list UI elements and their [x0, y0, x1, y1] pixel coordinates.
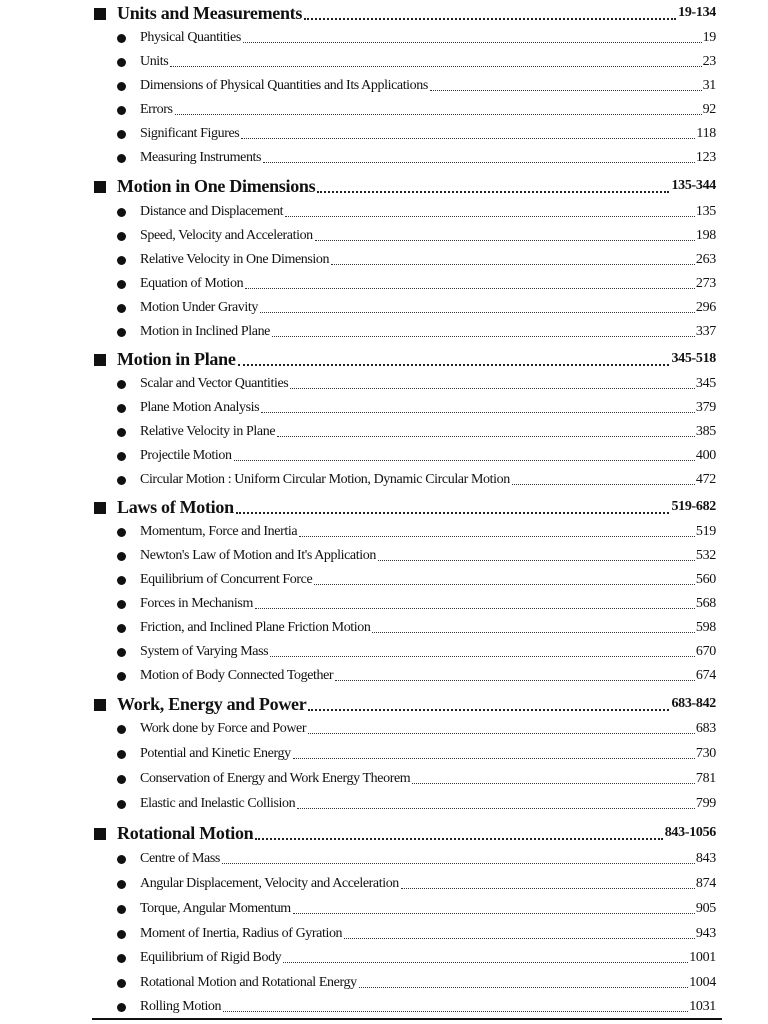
topic-entry [117, 546, 716, 566]
round-bullet-icon [117, 380, 126, 389]
dot-leader [335, 680, 695, 681]
topic-title: Units [140, 54, 169, 69]
round-bullet-icon [117, 82, 126, 91]
dot-leader [272, 336, 695, 337]
chapter-page-range: 519-682 [671, 499, 716, 514]
dot-leader [314, 584, 695, 585]
square-bullet-icon [94, 181, 106, 193]
round-bullet-icon [117, 880, 126, 889]
topic-entry [117, 226, 716, 246]
dot-leader [241, 138, 695, 139]
topic-page: 400 [695, 448, 716, 463]
round-bullet-icon [117, 404, 126, 413]
topic-title: Conservation of Energy and Work Energy Theorem [140, 771, 411, 786]
topic-title: Physical Quantities [140, 30, 241, 45]
topic-entry [117, 298, 716, 318]
topic-entry [117, 322, 716, 342]
topic-title: Angular Displacement, Velocity and Acceleration [140, 876, 399, 891]
topic-page: 296 [695, 300, 716, 315]
topic-page: 118 [696, 126, 716, 141]
dot-leader [236, 512, 670, 514]
dot-leader [512, 484, 695, 485]
dot-leader [308, 709, 669, 711]
topic-entry [117, 719, 716, 739]
round-bullet-icon [117, 34, 126, 43]
topic-title: Equation of Motion [140, 276, 244, 291]
chapter-page-range: 345-518 [671, 351, 716, 366]
topic-entry [117, 446, 716, 466]
dot-leader [243, 42, 702, 43]
round-bullet-icon [117, 256, 126, 265]
topic-entry [117, 374, 716, 394]
chapter-heading [94, 496, 716, 518]
dot-leader [430, 90, 702, 91]
topic-page: 560 [695, 572, 716, 587]
topic-page: 674 [695, 668, 716, 683]
square-bullet-icon [94, 502, 106, 514]
topic-entry [117, 274, 716, 294]
topic-title: Friction, and Inclined Plane Friction Motion [140, 620, 371, 635]
round-bullet-icon [117, 979, 126, 988]
dot-leader [222, 863, 695, 864]
round-bullet-icon [117, 624, 126, 633]
topic-page: 379 [695, 400, 716, 415]
square-bullet-icon [94, 354, 106, 366]
topic-title: Potential and Kinetic Energy [140, 746, 291, 761]
chapter-heading [94, 348, 716, 370]
topic-entry [117, 76, 716, 96]
chapter-heading [94, 822, 716, 844]
topic-page: 31 [702, 78, 716, 93]
chapter-heading [94, 693, 716, 715]
chapter-title: Laws of Motion [117, 497, 234, 517]
topic-page: 123 [695, 150, 716, 165]
topic-page: 843 [695, 851, 716, 866]
topic-page: 874 [695, 876, 716, 891]
topic-title: Work done by Force and Power [140, 721, 307, 736]
chapter-heading [94, 175, 716, 197]
round-bullet-icon [117, 600, 126, 609]
dot-leader [304, 18, 676, 20]
topic-page: 730 [695, 746, 716, 761]
topic-title: Errors [140, 102, 173, 117]
round-bullet-icon [117, 725, 126, 734]
topic-entry [117, 744, 716, 764]
topic-title: Rolling Motion [140, 999, 222, 1014]
topic-title: Projectile Motion [140, 448, 232, 463]
topic-page: 905 [695, 901, 716, 916]
topic-entry [117, 948, 716, 968]
dot-leader [315, 240, 695, 241]
topic-title: Equilibrium of Concurrent Force [140, 572, 313, 587]
topic-page: 683 [695, 721, 716, 736]
topic-page: 1031 [689, 999, 716, 1014]
topic-title: Rotational Motion and Rotational Energy [140, 975, 357, 990]
topic-entry [117, 398, 716, 418]
dot-leader [245, 288, 695, 289]
round-bullet-icon [117, 800, 126, 809]
chapter-title: Rotational Motion [117, 823, 254, 843]
topic-title: Centre of Mass [140, 851, 220, 866]
dot-leader [223, 1011, 688, 1012]
topic-entry [117, 666, 716, 686]
round-bullet-icon [117, 130, 126, 139]
topic-page: 519 [695, 524, 716, 539]
topic-title: Motion in Inclined Plane [140, 324, 270, 339]
topic-title: Moment of Inertia, Radius of Gyration [140, 926, 343, 941]
dot-leader [372, 632, 694, 633]
round-bullet-icon [117, 855, 126, 864]
topic-title: Relative Velocity in Plane [140, 424, 276, 439]
round-bullet-icon [117, 954, 126, 963]
round-bullet-icon [117, 552, 126, 561]
topic-page: 92 [702, 102, 716, 117]
topic-entry [117, 874, 716, 894]
topic-entry [117, 618, 716, 638]
bottom-rule-divider [92, 1018, 722, 1020]
chapter-title: Motion in One Dimensions [117, 176, 316, 196]
dot-leader [378, 560, 695, 561]
dot-leader [308, 733, 695, 734]
topic-page: 1001 [689, 950, 716, 965]
topic-page: 135 [695, 204, 716, 219]
topic-page: 472 [695, 472, 716, 487]
topic-title: Plane Motion Analysis [140, 400, 260, 415]
round-bullet-icon [117, 905, 126, 914]
topic-page: 345 [695, 376, 716, 391]
dot-leader [285, 216, 695, 217]
dot-leader [234, 460, 695, 461]
dot-leader [283, 962, 688, 963]
round-bullet-icon [117, 775, 126, 784]
topic-entry [117, 422, 716, 442]
topic-title: Relative Velocity in One Dimension [140, 252, 330, 267]
dot-leader [401, 888, 695, 889]
topic-title: Newton's Law of Motion and It's Application [140, 548, 376, 563]
topic-page: 19 [702, 30, 716, 45]
round-bullet-icon [117, 106, 126, 115]
round-bullet-icon [117, 648, 126, 657]
round-bullet-icon [117, 930, 126, 939]
topic-title: Motion Under Gravity [140, 300, 258, 315]
dot-leader [260, 312, 695, 313]
dot-leader [175, 114, 702, 115]
dot-leader [238, 364, 670, 366]
round-bullet-icon [117, 672, 126, 681]
round-bullet-icon [117, 154, 126, 163]
chapter-title: Units and Measurements [117, 3, 303, 23]
dot-leader [170, 66, 701, 67]
topic-page: 198 [695, 228, 716, 243]
topic-title: Dimensions of Physical Quantities and Its Applications [140, 78, 428, 93]
dot-leader [255, 838, 662, 840]
topic-entry [117, 250, 716, 270]
topic-page: 273 [695, 276, 716, 291]
round-bullet-icon [117, 528, 126, 537]
dot-leader [317, 191, 669, 193]
topic-title: Elastic and Inelastic Collision [140, 796, 296, 811]
chapter-page-range: 135-344 [671, 178, 716, 193]
topic-entry [117, 769, 716, 789]
round-bullet-icon [117, 280, 126, 289]
chapter-heading [94, 2, 716, 24]
topic-entry [117, 124, 716, 144]
topic-entry [117, 470, 716, 490]
topic-entry [117, 202, 716, 222]
dot-leader [331, 264, 695, 265]
topic-title: System of Varying Mass [140, 644, 269, 659]
square-bullet-icon [94, 699, 106, 711]
topic-entry [117, 794, 716, 814]
round-bullet-icon [117, 750, 126, 759]
topic-title: Torque, Angular Momentum [140, 901, 291, 916]
topic-entry [117, 997, 716, 1017]
topic-title: Significant Figures [140, 126, 240, 141]
round-bullet-icon [117, 428, 126, 437]
topic-page: 263 [695, 252, 716, 267]
topic-title: Speed, Velocity and Acceleration [140, 228, 313, 243]
chapter-page-range: 19-134 [678, 5, 716, 20]
dot-leader [277, 436, 695, 437]
dot-leader [359, 987, 689, 988]
dot-leader [270, 656, 695, 657]
topic-title: Motion of Body Connected Together [140, 668, 334, 683]
topic-entry [117, 973, 716, 993]
round-bullet-icon [117, 576, 126, 585]
chapter-page-range: 683-842 [671, 696, 716, 711]
round-bullet-icon [117, 328, 126, 337]
dot-leader [297, 808, 695, 809]
topic-page: 337 [695, 324, 716, 339]
chapter-title: Work, Energy and Power [117, 694, 307, 714]
topic-entry [117, 28, 716, 48]
topic-page: 943 [695, 926, 716, 941]
topic-page: 23 [702, 54, 716, 69]
topic-entry [117, 52, 716, 72]
round-bullet-icon [117, 476, 126, 485]
topic-page: 385 [695, 424, 716, 439]
topic-entry [117, 100, 716, 120]
dot-leader [263, 162, 695, 163]
dot-leader [293, 758, 695, 759]
topic-entry [117, 522, 716, 542]
topic-page: 532 [695, 548, 716, 563]
topic-entry [117, 594, 716, 614]
round-bullet-icon [117, 1003, 126, 1012]
square-bullet-icon [94, 828, 106, 840]
dot-leader [412, 783, 695, 784]
topic-title: Circular Motion : Uniform Circular Motion, Dynamic Circular Motion [140, 472, 510, 487]
dot-leader [290, 388, 695, 389]
topic-entry [117, 570, 716, 590]
square-bullet-icon [94, 8, 106, 20]
topic-entry [117, 148, 716, 168]
topic-title: Equilibrium of Rigid Body [140, 950, 282, 965]
topic-title: Scalar and Vector Quantities [140, 376, 289, 391]
dot-leader [255, 608, 695, 609]
topic-entry [117, 899, 716, 919]
topic-entry [117, 924, 716, 944]
round-bullet-icon [117, 304, 126, 313]
topic-entry [117, 849, 716, 869]
topic-title: Measuring Instruments [140, 150, 262, 165]
topic-page: 568 [695, 596, 716, 611]
dot-leader [299, 536, 695, 537]
topic-title: Forces in Mechanism [140, 596, 253, 611]
topic-page: 598 [695, 620, 716, 635]
chapter-page-range: 843-1056 [664, 825, 716, 840]
dot-leader [344, 938, 695, 939]
topic-page: 670 [695, 644, 716, 659]
round-bullet-icon [117, 452, 126, 461]
topic-page: 781 [695, 771, 716, 786]
round-bullet-icon [117, 58, 126, 67]
topic-page: 1004 [689, 975, 716, 990]
topic-page: 799 [695, 796, 716, 811]
round-bullet-icon [117, 208, 126, 217]
round-bullet-icon [117, 232, 126, 241]
topic-title: Momentum, Force and Inertia [140, 524, 298, 539]
dot-leader [261, 412, 695, 413]
topic-title: Distance and Displacement [140, 204, 284, 219]
chapter-title: Motion in Plane [117, 349, 236, 369]
topic-entry [117, 642, 716, 662]
dot-leader [293, 913, 695, 914]
